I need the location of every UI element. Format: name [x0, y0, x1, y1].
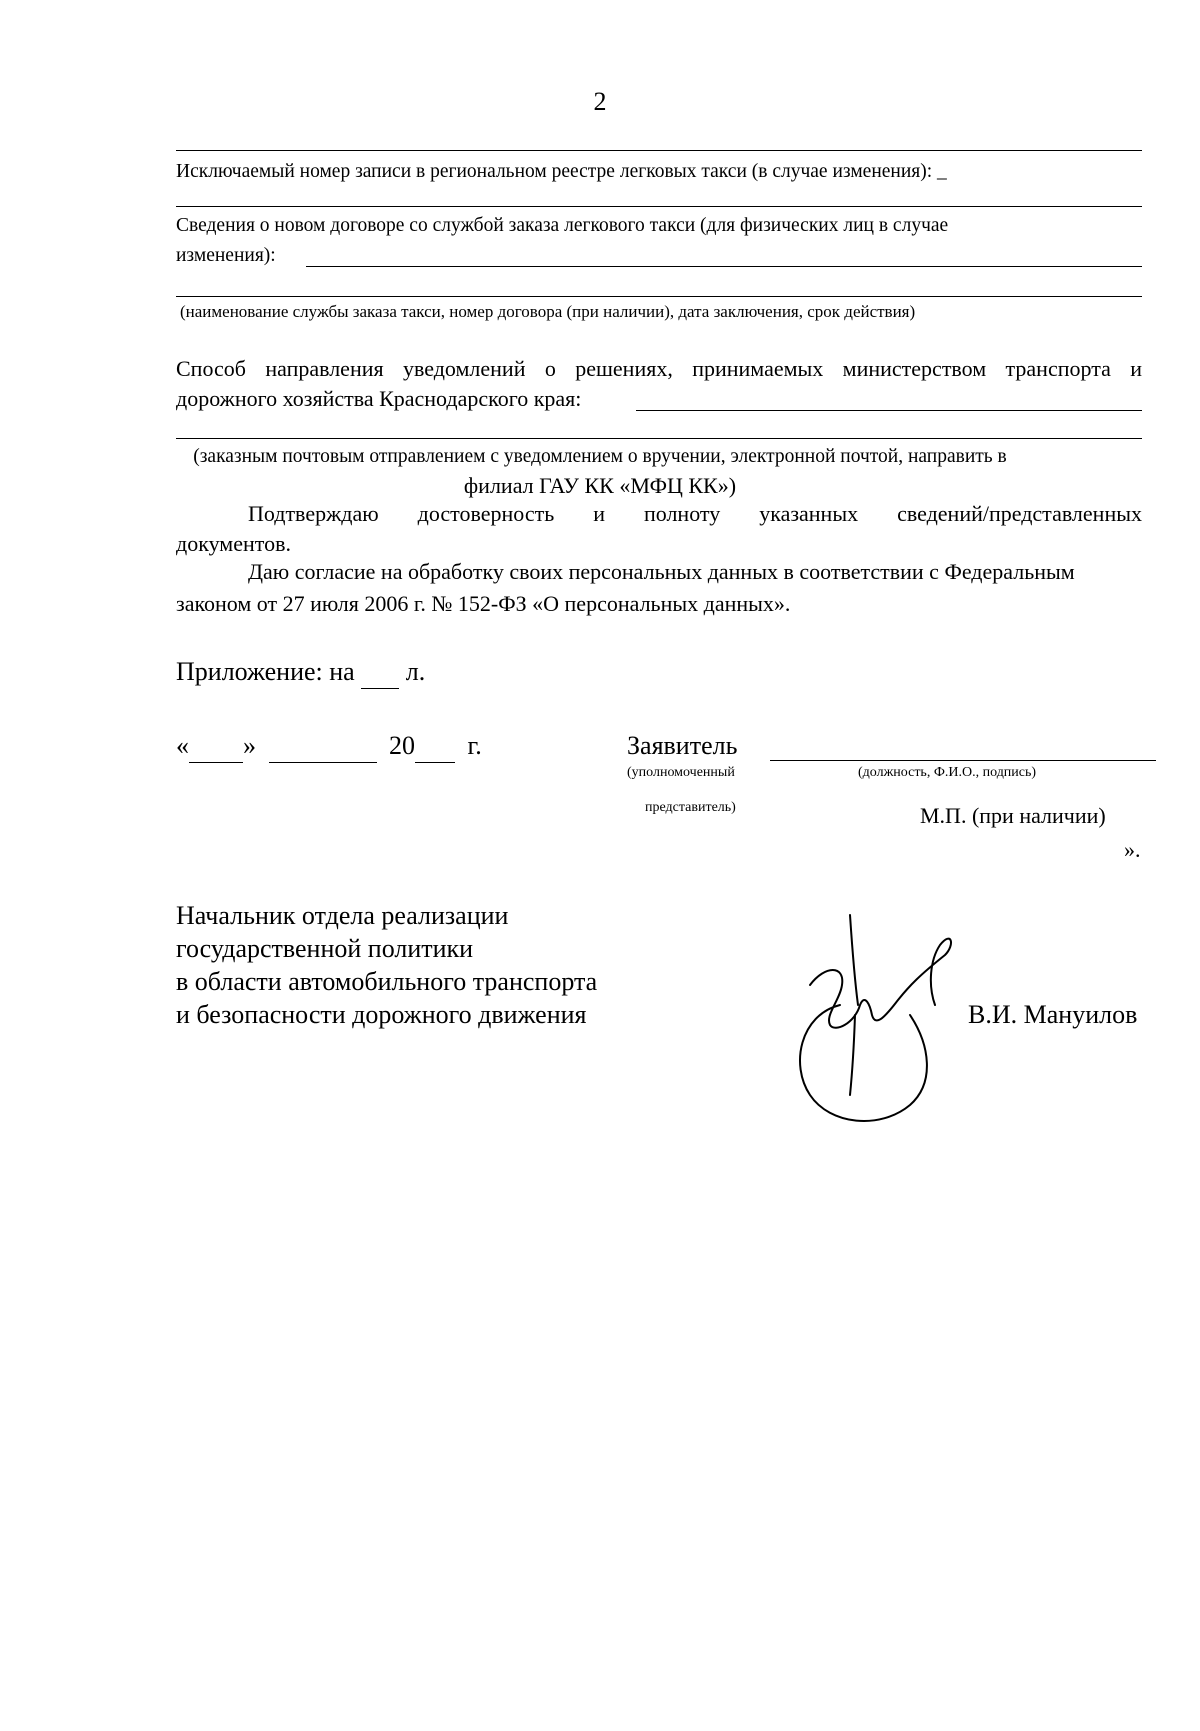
excluded-record-text: Исключаемый номер записи в региональном реестре легковых такси (в случае изменения):	[176, 161, 933, 182]
confirmation-line1: Подтверждаю достоверность и полноту указанных сведений/представленных	[248, 501, 1142, 526]
attachment-line	[176, 656, 425, 689]
consent-line2: законом от 27 июля 2006 г. № 152-ФЗ «О персональных данных».	[176, 591, 791, 616]
date-open-quote: «	[176, 731, 189, 760]
notification-method-field[interactable]	[636, 410, 1142, 411]
notification-method-line1: Способ направления уведомлений о решениях, принимаемых министерством транспорта и	[176, 356, 1142, 381]
excluded-record-label	[176, 160, 947, 184]
signatory-title-line2: государственной политики	[176, 934, 474, 963]
closing-quote: ».	[1124, 837, 1141, 862]
signatory-title-line1: Начальник отдела реализации	[176, 901, 509, 930]
applicant-sub-label-1: (уполномоченный	[627, 765, 735, 780]
page-number: 2	[593, 87, 607, 116]
stamp-note: М.П. (при наличии)	[920, 803, 1106, 828]
attachment-pages-field[interactable]	[361, 656, 399, 689]
contract-info-caption: (наименование службы заказа такси, номер договора (при наличии), дата заключения, срок действия)	[180, 302, 916, 321]
attachment-prefix: Приложение: на	[176, 657, 355, 686]
form-line	[176, 206, 1142, 207]
form-line	[176, 150, 1142, 151]
contract-info-line1: Сведения о новом договоре со службой заказа легкового такси (для физических лиц в случае	[176, 215, 949, 236]
date-year-prefix: 20	[389, 731, 415, 760]
date-close-quote: »	[243, 731, 256, 760]
notification-method-label: дорожного хозяйства Краснодарского края:	[176, 386, 582, 411]
applicant-signature-field[interactable]	[770, 760, 1156, 761]
applicant-label: Заявитель	[627, 731, 738, 760]
applicant-sub-caption: (должность, Ф.И.О., подпись)	[858, 765, 1037, 780]
excluded-record-blank[interactable]: _	[937, 161, 947, 182]
contract-info-field[interactable]	[306, 266, 1142, 267]
notification-method-field-2[interactable]	[176, 438, 1142, 439]
contract-info-line2	[176, 244, 276, 268]
confirmation-line2: документов.	[176, 531, 291, 556]
contract-info-label: изменения):	[176, 245, 276, 266]
notification-method-caption-2: филиал ГАУ КК «МФЦ КК»)	[463, 473, 737, 498]
contract-info-field-2[interactable]	[176, 296, 1142, 297]
signatory-name: В.И. Мануилов	[968, 1000, 1138, 1029]
notification-method-line2	[176, 385, 581, 413]
handwritten-signature	[770, 905, 970, 1135]
date-line	[176, 730, 482, 763]
signatory-title-line4: и безопасности дорожного движения	[176, 1000, 587, 1029]
date-year-suffix: г.	[467, 731, 482, 760]
notification-method-caption-1: (заказным почтовым отправлением с уведомлением о вручении, электронной почтой, направить в	[193, 446, 1007, 467]
date-year-field[interactable]	[415, 730, 455, 763]
applicant-sub-label-2: представитель)	[645, 800, 736, 815]
date-day-field[interactable]	[189, 730, 243, 763]
consent-line1: Даю согласие на обработку своих персональных данных в соответствии с Федеральным	[248, 559, 1075, 584]
signatory-title-line3: в области автомобильного транспорта	[176, 967, 598, 996]
date-month-field[interactable]	[269, 730, 377, 763]
attachment-suffix: л.	[405, 657, 426, 686]
